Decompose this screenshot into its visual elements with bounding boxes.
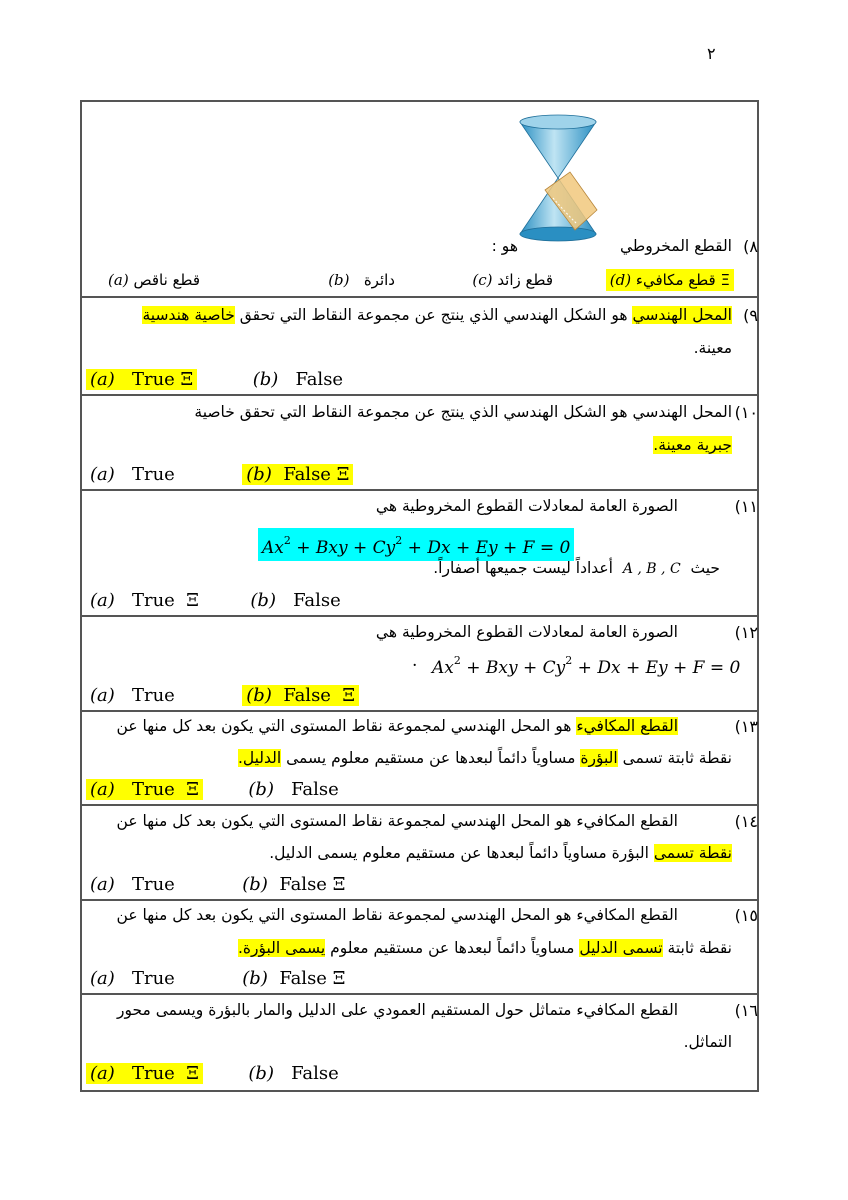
question-11-number: ١١) bbox=[734, 497, 758, 516]
row-divider bbox=[80, 296, 759, 298]
check-mark-icon: Ξ bbox=[342, 685, 356, 706]
double-cone-with-parabola-plane-icon bbox=[515, 112, 605, 244]
option-d-letter: (d) bbox=[609, 271, 632, 289]
question-8-number: ٨) bbox=[743, 237, 758, 256]
question-15-line-1: القطع المكافيء هو المحل الهندسي لمجموعة نقاط المستوى التي يكون بعد كل منها عن bbox=[116, 906, 678, 924]
highlight-term: المحل الهندسي bbox=[632, 306, 732, 324]
answer-b-selected bbox=[242, 685, 359, 706]
answer-true-label: True bbox=[131, 1063, 175, 1084]
question-10-number: ١٠) bbox=[734, 403, 758, 422]
question-12-number: ١٢) bbox=[734, 623, 758, 642]
answer-false-label: False bbox=[279, 968, 327, 989]
question-10-answers bbox=[86, 461, 353, 489]
question-16-line-1: القطع المكافيء متماثل حول المستقيم العمودي على الدليل والمار بالبؤرة ويسمى محور bbox=[117, 1001, 678, 1019]
answer-b-letter: (b) bbox=[246, 464, 272, 485]
answer-false-label: False bbox=[291, 1063, 339, 1084]
question-10-line-2 bbox=[653, 430, 732, 460]
option-d bbox=[606, 267, 734, 293]
answer-a-letter: (a) bbox=[90, 369, 115, 390]
highlight-term: الدليل. bbox=[237, 749, 282, 767]
question-15-answers bbox=[86, 965, 345, 993]
question-16-line-2: التماثل. bbox=[683, 1033, 732, 1051]
answer-true-label: True bbox=[131, 779, 175, 800]
conic-general-equation: $Ax^2$ + Bxy + $Cy^2 + Dx + Ey + F = 0$ bbox=[258, 528, 574, 561]
option-c bbox=[472, 267, 553, 293]
question-13-line-1: القطع المكافيء هو المحل الهندسي لمجموعة نقاط المستوى التي يكون بعد كل منها عن bbox=[116, 717, 678, 735]
highlight-term: يسمى البؤرة. bbox=[237, 939, 326, 957]
highlight-term: القطع المكافيء bbox=[576, 717, 678, 735]
question-8-is-label: هو : bbox=[491, 237, 518, 255]
row-divider bbox=[80, 394, 759, 396]
question-11-answers bbox=[86, 587, 341, 615]
answer-false-label: False bbox=[291, 779, 339, 800]
check-mark-icon: Ξ bbox=[180, 369, 194, 390]
question-9-number: ٩) bbox=[743, 306, 758, 325]
answer-true-label: True bbox=[131, 464, 175, 485]
question-10-line-1: المحل الهندسي هو الشكل الهندسي الذي ينتج عن مجموعة النقاط التي تحقق خاصية bbox=[194, 403, 732, 421]
option-c-label: قطع زائد bbox=[497, 271, 553, 289]
answer-true-label: True bbox=[131, 369, 175, 390]
check-mark-icon: Ξ bbox=[186, 1063, 199, 1084]
answer-a-letter: (a) bbox=[90, 685, 115, 706]
highlight-term: نقطة تسمى bbox=[653, 844, 732, 862]
question-12-answers bbox=[86, 682, 359, 710]
option-a-letter: (a) bbox=[108, 271, 129, 289]
option-d-highlight bbox=[606, 269, 734, 291]
question-11-line-1: الصورة العامة لمعادلات القطوع المخروطية هي bbox=[375, 497, 678, 515]
answer-a-letter: (a) bbox=[90, 968, 115, 989]
answer-b-letter: (b) bbox=[248, 779, 274, 800]
question-13-line-2: نقطة ثابتة تسمى البؤرة مساوياً دائماً لبعدها عن مستقيم معلوم يسمى الدليل. bbox=[237, 749, 732, 767]
question-9-line-1 bbox=[142, 300, 732, 330]
question-9-line-2: معينة. bbox=[693, 339, 732, 357]
option-b bbox=[328, 267, 395, 293]
check-mark-icon: Ξ bbox=[332, 968, 346, 989]
answer-b-letter: (b) bbox=[242, 874, 268, 895]
answer-false-label: False bbox=[293, 590, 341, 611]
page-number: ٢ bbox=[707, 44, 716, 63]
answer-false-label: False bbox=[295, 369, 344, 390]
option-a-label: قطع ناقص bbox=[133, 271, 200, 289]
question-9-answers bbox=[86, 366, 343, 394]
highlight-term: تسمى الدليل bbox=[579, 939, 663, 957]
check-mark-icon: Ξ bbox=[336, 464, 350, 485]
conic-general-equation: $Ax^2$ + Bxy + $Cy^2 + Dx + Ey + F = 0$ bbox=[432, 654, 741, 678]
check-mark-icon: Ξ bbox=[720, 271, 730, 289]
question-15-number: ١٥) bbox=[734, 906, 758, 925]
answer-true-label: True bbox=[131, 874, 175, 895]
answer-b-letter: (b) bbox=[246, 685, 272, 706]
option-b-letter: (b) bbox=[328, 271, 350, 289]
question-16-number: ١٦) bbox=[734, 1001, 758, 1020]
equation-period: . bbox=[412, 651, 418, 671]
question-9-mid: هو الشكل الهندسي الذي ينتج عن مجموعة النقاط التي تحقق bbox=[234, 306, 633, 324]
answer-a-selected bbox=[86, 779, 203, 800]
question-8-text: القطع المخروطي bbox=[619, 237, 732, 255]
answer-b-letter: (b) bbox=[252, 369, 279, 390]
question-12-line-1: الصورة العامة لمعادلات القطوع المخروطية هي bbox=[375, 623, 678, 641]
question-11-line-3: حيث A , B , C أعداداً ليست جميعها أصفاراً. bbox=[433, 559, 720, 577]
highlight-term: البؤرة bbox=[580, 749, 618, 767]
question-14-number: ١٤) bbox=[734, 812, 758, 831]
answer-b-letter: (b) bbox=[250, 590, 276, 611]
question-13-answers bbox=[86, 776, 339, 804]
answer-b-selected bbox=[242, 464, 353, 485]
answer-a-letter: (a) bbox=[90, 1063, 115, 1084]
question-13-number: ١٣) bbox=[734, 717, 758, 736]
option-c-letter: (c) bbox=[472, 271, 493, 289]
option-b-label: دائرة bbox=[363, 271, 395, 289]
answer-a-letter: (a) bbox=[90, 779, 115, 800]
answer-false-label: False bbox=[279, 874, 327, 895]
highlight-term: جبرية معينة. bbox=[653, 436, 732, 454]
option-a bbox=[108, 267, 200, 293]
answer-b-letter: (b) bbox=[248, 1063, 274, 1084]
answer-b-letter: (b) bbox=[242, 968, 268, 989]
question-14-line-1: القطع المكافيء هو المحل الهندسي لمجموعة نقاط المستوى التي يكون بعد كل منها عن bbox=[116, 812, 678, 830]
question-16-answers bbox=[86, 1060, 339, 1088]
question-14-answers bbox=[86, 871, 345, 899]
answer-a-letter: (a) bbox=[90, 464, 115, 485]
option-d-label: قطع مكافيء bbox=[635, 271, 716, 289]
answer-true-label: True bbox=[131, 968, 175, 989]
answer-false-label: False bbox=[283, 685, 331, 706]
answer-a-selected bbox=[86, 369, 197, 390]
question-14-line-2: نقطة تسمى البؤرة مساوياً دائماً لبعدها عن مستقيم معلوم يسمى الدليل. bbox=[269, 844, 732, 862]
check-mark-icon: Ξ bbox=[186, 779, 199, 800]
answer-a-selected bbox=[86, 1063, 203, 1084]
answer-true-label: True bbox=[131, 590, 175, 611]
check-mark-icon: Ξ bbox=[186, 590, 199, 611]
answer-false-label: False bbox=[283, 464, 331, 485]
answer-true-label: True bbox=[131, 685, 175, 706]
check-mark-icon: Ξ bbox=[332, 874, 346, 895]
answer-a-letter: (a) bbox=[90, 590, 115, 611]
highlight-term: خاصية هندسية bbox=[142, 306, 235, 324]
question-15-line-2: نقطة ثابتة تسمى الدليل مساوياً دائماً لبعدها عن مستقيم معلوم يسمى البؤرة. bbox=[237, 939, 732, 957]
answer-a-letter: (a) bbox=[90, 874, 115, 895]
